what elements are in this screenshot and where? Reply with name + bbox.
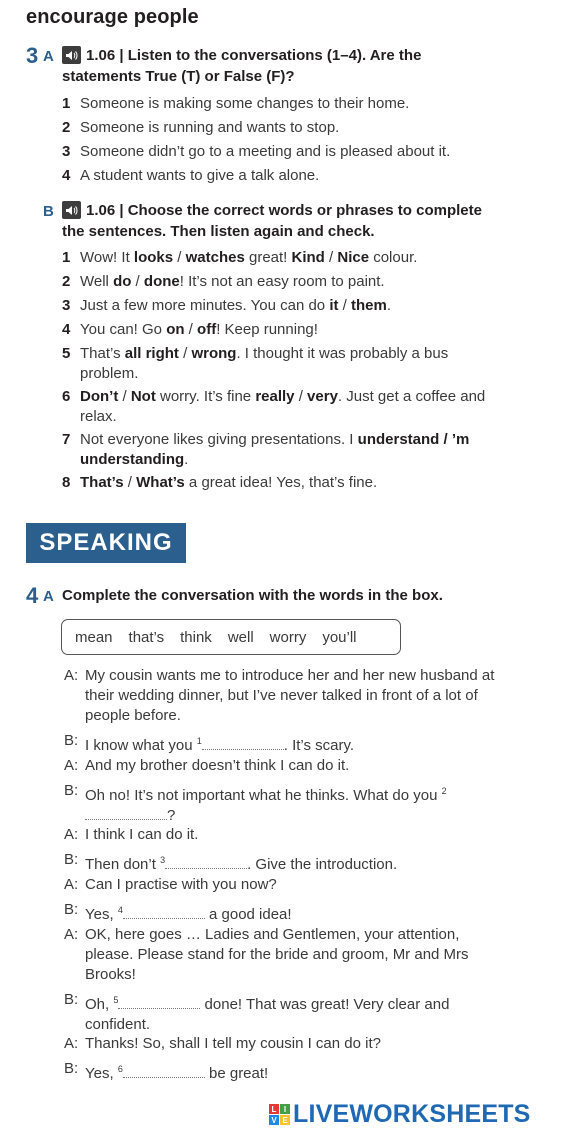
choice-option[interactable]: That’s <box>80 474 124 491</box>
choice-option[interactable]: on <box>166 321 185 338</box>
instruction-line: 1.06 | Choose the correct words or phrases to complete <box>86 202 482 219</box>
exercise-part-letter: A <box>43 48 54 65</box>
exercise-number: 4 <box>26 583 39 608</box>
sentence-fragment: / <box>173 249 186 266</box>
dialogue-fragment: ? <box>167 807 176 824</box>
dialogue-fragment: be great! <box>204 1065 269 1082</box>
speaker-label: B: <box>64 732 79 749</box>
item-text: Someone is running and wants to stop. <box>80 119 340 136</box>
speaker-label: A: <box>64 876 79 893</box>
word-box-item: you’ll <box>322 628 357 646</box>
sentence-text <box>80 430 500 470</box>
sentence-fragment: . <box>184 451 189 468</box>
choice-option[interactable]: do <box>113 273 132 290</box>
choice-option[interactable]: them <box>351 297 387 314</box>
dialogue-fragment: I think I can do it. <box>85 826 199 843</box>
word-box-item: well <box>227 628 254 646</box>
item-number: 3 <box>62 143 71 160</box>
sentence-text <box>80 387 510 427</box>
word-box-item: that’s <box>128 628 165 646</box>
dialogue-fragment: Oh no! It’s not important what he thinks. What do you <box>85 787 442 804</box>
sentence-fragment: Well <box>80 273 114 290</box>
item-number: 1 <box>62 249 71 266</box>
dialogue-fragment: . It’s scary. <box>283 737 355 754</box>
choice-option[interactable]: What’s <box>136 474 185 491</box>
choice-option[interactable]: really <box>255 388 295 405</box>
dialogue-fragment: My cousin wants me to introduce her and her new husband at their wedding dinner, but I’ve never talked in front of a lot of people before. <box>85 667 495 724</box>
speaker-label: A: <box>64 926 79 943</box>
sentence-fragment: worry. It’s fine <box>155 388 256 405</box>
speaker-label: B: <box>64 991 79 1008</box>
sentence-text <box>80 272 510 292</box>
gap-number: 3 <box>160 855 166 865</box>
exercise-number: 3 <box>26 43 39 68</box>
logo-grid-cell: I <box>280 1104 290 1114</box>
dialogue-text <box>85 875 525 895</box>
sentence-fragment: colour. <box>369 249 418 266</box>
sentence-fragment: / <box>184 321 198 338</box>
logo-grid-cell: E <box>280 1115 290 1125</box>
sentence-fragment: ! It’s not an easy room to paint. <box>179 273 385 290</box>
item-number: 6 <box>62 388 71 405</box>
dialogue-text <box>85 925 510 985</box>
sentence-fragment: Not everyone likes giving presentations. I <box>80 431 358 448</box>
answer-blank-5[interactable] <box>118 995 200 1009</box>
choice-option[interactable]: Kind <box>291 249 325 266</box>
dialogue-fragment: a good idea! <box>204 906 292 923</box>
dialogue-text <box>85 1059 525 1084</box>
dialogue-text <box>85 825 525 845</box>
sentence-fragment: Wow! It <box>80 249 134 266</box>
speaker-label: A: <box>64 826 79 843</box>
choice-option[interactable]: wrong <box>191 345 237 362</box>
dialogue-fragment: Yes, <box>85 906 118 923</box>
word-box <box>61 619 401 655</box>
speaker-label: A: <box>64 1035 79 1052</box>
choice-option[interactable]: very <box>307 388 338 405</box>
word-box-item: think <box>180 628 212 646</box>
choice-option[interactable]: all right <box>124 345 179 362</box>
item-text: Someone didn’t go to a meeting and is pleased about it. <box>80 143 451 160</box>
choice-option[interactable]: watches <box>185 249 245 266</box>
logo-grid-cell: L <box>269 1104 279 1114</box>
item-text: A student wants to give a talk alone. <box>80 167 320 184</box>
answer-blank-6[interactable] <box>123 1064 205 1078</box>
choice-option[interactable]: off <box>197 321 217 338</box>
speaker-label: B: <box>64 901 79 918</box>
word-box-item: mean <box>75 628 113 646</box>
sentence-fragment: / <box>338 297 351 314</box>
answer-blank-2[interactable] <box>85 806 167 820</box>
liveworksheets-logo <box>269 1100 531 1129</box>
dialogue-fragment: Then don’t <box>85 856 161 873</box>
item-number: 2 <box>62 273 71 290</box>
item-number: 4 <box>62 321 71 338</box>
answer-blank-3[interactable] <box>165 855 247 869</box>
item-number: 8 <box>62 474 71 491</box>
dialogue-text <box>85 666 515 726</box>
gap-number: 4 <box>117 905 123 915</box>
choice-option[interactable]: Don’t <box>80 388 119 405</box>
dialogue-text <box>85 756 525 776</box>
dialogue-fragment: done! That was great! Very clear and confident. <box>85 996 450 1033</box>
speaking-section-label: SPEAKING <box>26 523 186 563</box>
dialogue-fragment: I know what you <box>85 737 197 754</box>
dialogue-text <box>85 1034 525 1054</box>
choice-option[interactable]: / ’m understanding <box>80 431 470 468</box>
answer-blank-1[interactable] <box>202 736 284 750</box>
dialogue-text <box>85 990 495 1035</box>
sentence-fragment: great! <box>244 249 292 266</box>
sentence-text <box>80 344 510 384</box>
item-number: 3 <box>62 297 71 314</box>
logo-grid-icon <box>269 1104 290 1125</box>
sentence-text <box>80 296 510 316</box>
speaker-label: B: <box>64 1060 79 1077</box>
sentence-text <box>80 320 510 340</box>
exercise-part-letter: B <box>43 203 54 220</box>
instruction-line: statements True (T) or False (F)? <box>62 68 295 85</box>
sentence-fragment: . I thought it was probably a bus problem. <box>80 345 449 382</box>
sentence-fragment: That’s <box>80 345 125 362</box>
instruction-line: Complete the conversation with the words in the box. <box>62 587 443 604</box>
answer-blank-4[interactable] <box>123 905 205 919</box>
choice-option[interactable]: looks <box>133 249 174 266</box>
dialogue-fragment: Can I practise with you now? <box>85 876 277 893</box>
exercise-part-letter: A <box>43 588 54 605</box>
gap-number: 1 <box>196 736 202 746</box>
choice-option[interactable]: Nice <box>337 249 370 266</box>
sentence-fragment: / <box>118 388 131 405</box>
audio-speaker-icon[interactable] <box>62 46 81 64</box>
sentence-fragment: / <box>178 345 192 362</box>
dialogue-fragment: OK, here goes … Ladies and Gentlemen, your attention, please. Please stand for the bride and groom, Mr and Mrs Brooks! <box>85 926 469 983</box>
item-number: 2 <box>62 119 71 136</box>
gap-number: 2 <box>441 786 447 796</box>
instruction-line: 1.06 | Listen to the conversations (1–4). Are the <box>86 47 422 64</box>
dialogue-text <box>85 781 500 826</box>
speaker-label: B: <box>64 782 79 799</box>
speaker-label: B: <box>64 851 79 868</box>
sentence-fragment: / <box>131 273 144 290</box>
speaker-label: A: <box>64 757 79 774</box>
choice-option[interactable]: understand <box>357 431 440 448</box>
section-heading: encourage people <box>26 6 199 28</box>
dialogue-text <box>85 900 525 925</box>
sentence-fragment: / <box>294 388 308 405</box>
dialogue-text <box>85 850 525 875</box>
dialogue-fragment: Oh, <box>85 996 114 1013</box>
sentence-text <box>80 473 510 493</box>
sentence-fragment: You can! Go <box>80 321 167 338</box>
item-number: 7 <box>62 431 71 448</box>
item-number: 4 <box>62 167 71 184</box>
logo-text: LIVEWORKSHEETS <box>293 1100 531 1128</box>
sentence-text <box>80 248 510 268</box>
audio-speaker-icon[interactable] <box>62 201 81 219</box>
dialogue-fragment: And my brother doesn’t think I can do it. <box>85 757 350 774</box>
choice-option[interactable]: it <box>329 297 339 314</box>
item-number: 1 <box>62 95 71 112</box>
dialogue-fragment: . Give the introduction. <box>247 856 398 873</box>
sentence-fragment: / <box>123 474 137 491</box>
item-text: Someone is making some changes to their home. <box>80 95 410 112</box>
speaker-label: A: <box>64 667 79 684</box>
dialogue-fragment: Yes, <box>85 1065 118 1082</box>
gap-number: 6 <box>117 1064 123 1074</box>
dialogue-text <box>85 731 525 756</box>
choice-option[interactable]: done <box>143 273 180 290</box>
sentence-fragment: . Just get a coffee and relax. <box>80 388 486 425</box>
word-box-item: worry <box>269 628 307 646</box>
instruction-line: the sentences. Then listen again and check. <box>62 223 375 240</box>
item-number: 5 <box>62 345 71 362</box>
logo-grid-cell: V <box>269 1115 279 1125</box>
sentence-fragment: . <box>386 297 392 314</box>
sentence-fragment: Just a few more minutes. You can do <box>80 297 330 314</box>
sentence-fragment: / <box>324 249 338 266</box>
gap-number: 5 <box>113 995 119 1005</box>
choice-option[interactable]: Not <box>130 388 156 405</box>
sentence-fragment: ! Keep running! <box>216 321 318 338</box>
dialogue-fragment: Thanks! So, shall I tell my cousin I can do it? <box>85 1035 381 1052</box>
sentence-fragment: a great idea! Yes, that’s fine. <box>184 474 378 491</box>
